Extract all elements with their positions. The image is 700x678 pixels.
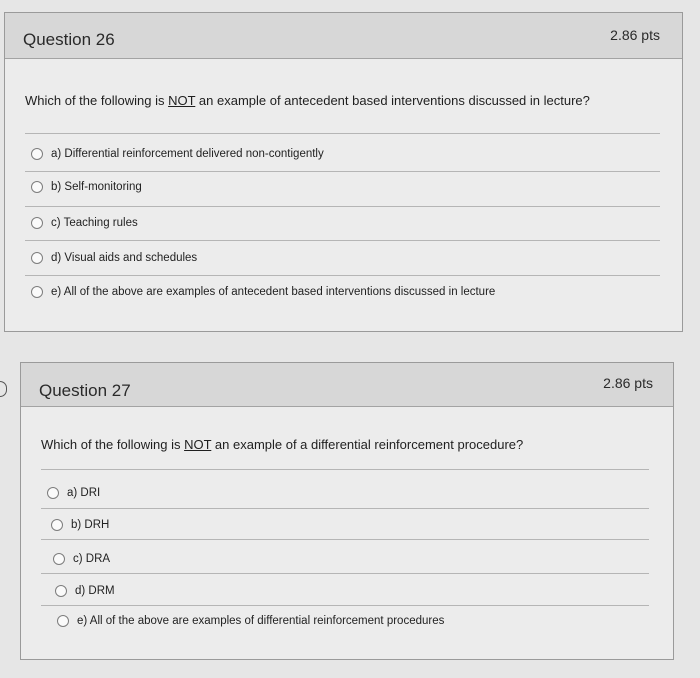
question-27-title: Question 27 [39,381,131,400]
radio-button[interactable] [47,487,59,499]
radio-button[interactable] [31,217,43,229]
current-question-marker-icon [0,381,7,397]
question-27-prompt-emphasis: NOT [184,437,212,452]
question-27-card [20,362,674,660]
radio-button[interactable] [31,252,43,264]
answer-option-label: c) Teaching rules [51,217,138,229]
question-27-header [21,363,673,407]
question-27-prompt [41,437,523,452]
divider [25,275,660,276]
question-26-points: 2.86 pts [610,27,660,43]
radio-button[interactable] [51,519,63,531]
answer-option-label: b) Self-monitoring [51,181,142,193]
answer-option-label: a) Differential reinforcement delivered non-contigently [51,148,324,160]
question-26-prompt-end: an example of antecedent based interventions discussed in lecture? [195,93,590,108]
answer-option-label: e) All of the above are examples of differential reinforcement procedures [77,615,445,627]
question-26-card [4,12,683,332]
question-26-title: Question 26 [23,30,115,49]
radio-button[interactable] [31,286,43,298]
answer-option[interactable] [31,148,324,160]
answer-option-label: c) DRA [73,553,111,565]
answer-option[interactable] [31,217,138,229]
radio-button[interactable] [53,553,65,565]
divider [41,539,649,540]
question-26-prompt-start: Which of the following is [25,93,169,108]
answer-option[interactable] [31,252,197,264]
answer-option-label: d) DRM [75,585,115,597]
answer-option[interactable] [31,286,495,298]
radio-button[interactable] [57,615,69,627]
question-26-header [5,13,682,59]
question-27-prompt-end: an example of a differential reinforcement procedure? [211,437,524,452]
radio-button[interactable] [55,585,67,597]
answer-option[interactable] [57,615,444,627]
question-27-points: 2.86 pts [603,375,653,391]
answer-option[interactable] [31,181,142,193]
answer-option[interactable] [55,585,115,597]
question-26-prompt-emphasis: NOT [168,93,196,108]
divider [25,240,660,241]
divider [41,573,649,574]
divider [25,171,660,172]
radio-button[interactable] [31,181,43,193]
answer-option-label: a) DRI [67,487,101,499]
answer-option[interactable] [51,519,109,531]
question-27-prompt-start: Which of the following is [41,437,185,452]
answer-option[interactable] [47,487,100,499]
divider [25,133,660,134]
radio-button[interactable] [31,148,43,160]
divider [41,469,649,470]
answer-option[interactable] [53,553,110,565]
divider [41,605,649,606]
divider [25,206,660,207]
answer-option-label: d) Visual aids and schedules [51,252,198,264]
divider [41,508,649,509]
question-26-prompt [25,93,590,108]
answer-option-label: b) DRH [71,519,110,531]
answer-option-label: e) All of the above are examples of antecedent based interventions discussed in lecture [51,286,496,298]
